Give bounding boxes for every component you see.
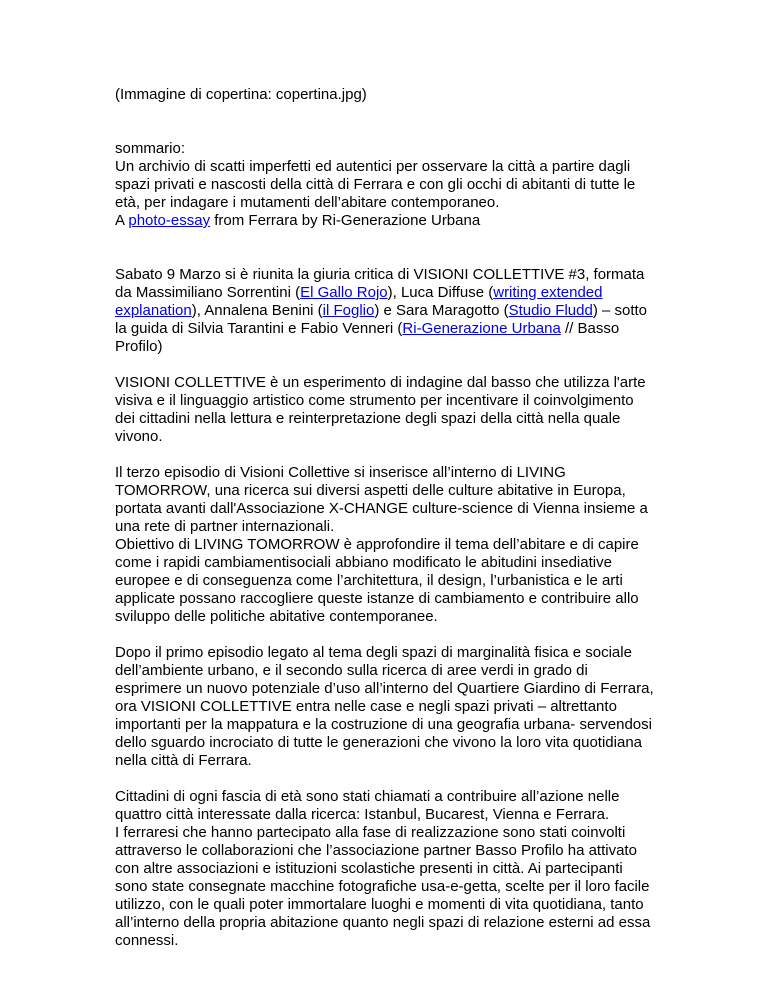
jury-text: Sabato 9 Marzo si è riunita la giuria critica di VISIONI COLLETTIVE #3, formata da Massimiliano Sorrentini (	[115, 266, 645, 301]
cover-caption: (Immagine di copertina: copertina.jpg)	[115, 86, 367, 103]
credit-prefix: A	[115, 212, 129, 229]
jury-paragraph	[115, 266, 655, 356]
jury-text: ) e Sara Maragotto (	[374, 302, 509, 319]
ri-generazione-urbana-link[interactable]: Ri-Generazione Urbana	[402, 320, 561, 337]
jury-text: ) – sotto la guida di Silvia Tarantini e Fabio Venneri (	[115, 302, 648, 337]
writing-extended-explanation-link[interactable]: writing extended explanation	[115, 284, 603, 319]
jury-text: ), Annalena Benini (	[191, 302, 323, 319]
jury-text: // Basso Profilo)	[115, 320, 620, 355]
living-tomorrow-block	[115, 464, 655, 626]
citizens-paragraph: Cittadini di ogni fascia di età sono stati chiamati a contribuire all’azione nelle quattro città interessate dalla ricerca: Istanbul, Bucarest, Vienna e Ferrara.	[115, 788, 620, 823]
credit-suffix: from Ferrara by Ri-Generazione Urbana	[210, 212, 481, 229]
il-foglio-link[interactable]: il Foglio	[322, 302, 375, 319]
summary-block	[115, 140, 655, 230]
objective-paragraph: Obiettivo di LIVING TOMORROW è approfondire il tema dell’abitare e di capire come i rapidi cambiamentisociali abbiano modificato le abitudini insediative europee e di conseguenza come l’architettura, il design, l’urbanistica e le arti applicate possano raccogliere queste istanze di cambiamento e contribuire allo sviluppo delle politiche abitative contemporanee.	[115, 536, 639, 625]
summary-credit	[115, 212, 655, 230]
document-page	[115, 86, 655, 950]
summary-text: Un archivio di scatti imperfetti ed autentici per osservare la città a partire dagli spazi privati e nascosti della città di Ferrara e con gli occhi di abitanti di tutte le età, per indagare i mutamenti dell’abitare contemporaneo.	[115, 158, 636, 211]
participants-paragraph: I ferraresi che hanno partecipato alla fase di realizzazione sono stati coinvolti attraverso le collaborazioni che l’associazione partner Basso Profilo ha attivato con altre associazioni e istituzioni scolastiche presenti in città. Ai partecipanti sono state consegnate macchine fotografiche usa-e-getta, scelte per il loro facile utilizzo, con le quali poter immortalare luoghi e momenti di vita quotidiana, tanto all’interno della propria abitazione quanto negli spazi di relazione esterni ad essa connessi.	[115, 824, 651, 949]
summary-heading: sommario:	[115, 140, 186, 157]
el-gallo-rojo-link[interactable]: El Gallo Rojo	[300, 284, 388, 301]
jury-text: ), Luca Diffuse (	[387, 284, 494, 301]
photo-essay-link[interactable]: photo-essay	[128, 212, 211, 229]
intro-paragraph: VISIONI COLLETTIVE è un esperimento di indagine dal basso che utilizza l'arte visiva e il linguaggio artistico come strumento per incentivare il coinvolgimento dei cittadini nella lettura e reinterpretazione degli spazi della città nella quale vivono.	[115, 374, 646, 445]
living-tomorrow-paragraph: Il terzo episodio di Visioni Collettive si inserisce all’interno di LIVING TOMORROW, una ricerca sui diversi aspetti delle culture abitative in Europa, portata avanti dall'Associazione X-CHANGE culture-science di Vienna insieme a una rete di partner internazionali.	[115, 464, 648, 535]
episodes-paragraph: Dopo il primo episodio legato al tema degli spazi di marginalità fisica e sociale dell’ambiente urbano, e il secondo sulla ricerca di aree verdi in grado di esprimere un nuovo potenziale d’uso all’interno del Quartiere Giardino di Ferrara, ora VISIONI COLLETTIVE entra nelle case e negli spazi privati – altrettanto importanti per la mappatura e la costruzione di una geografia urbana- servendosi dello sguardo incrociato di tutte le generazioni che vivono la loro vita quotidiana nella città di Ferrara.	[115, 644, 654, 769]
citizens-block	[115, 788, 655, 950]
studio-fludd-link[interactable]: Studio Fludd	[508, 302, 593, 319]
